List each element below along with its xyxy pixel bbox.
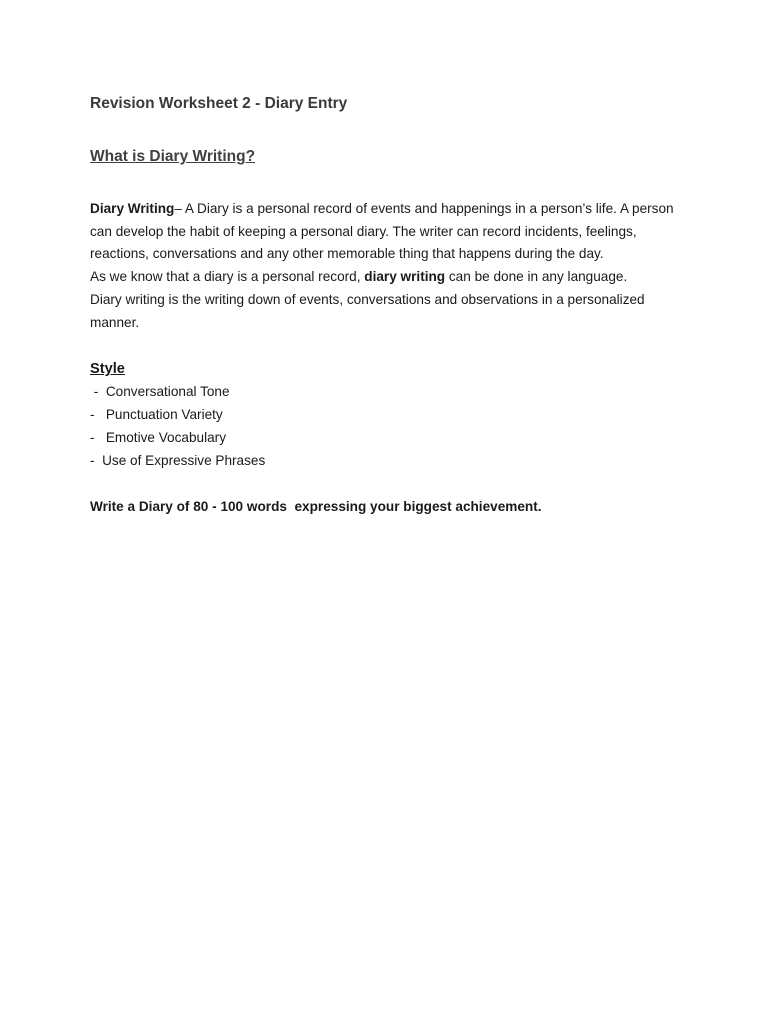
second-paragraph-bold: diary writing [364,269,446,285]
style-item-punctuation-variety: - Punctuation Variety [90,407,223,423]
writing-task: Write a Diary of 80 - 100 words expressing your biggest achievement. [90,498,542,514]
section-subtitle: What is Diary Writing? [90,148,256,165]
style-item-expressive-phrases: - Use of Expressive Phrases [90,452,266,468]
intro-definition: – A Diary is a personal record of events and happenings in a person’s life. A person can develop the habit of keeping a personal diary. The writer can record incidents, feelings, reactions, conversations and any other memorable thing that happens during the day. [90,201,674,262]
second-paragraph [90,266,680,289]
style-item-conversational-tone: - Conversational Tone [90,384,230,400]
intro-term: Diary Writing [90,201,175,216]
worksheet-page [90,92,680,519]
style-item-emotive-vocabulary: - Emotive Vocabulary [90,430,226,446]
style-list [90,381,680,473]
intro-paragraph [90,198,680,266]
worksheet-title: Revision Worksheet 2 - Diary Entry [90,95,348,112]
second-paragraph-after: can be done in any language. [445,269,628,285]
style-heading: Style [90,361,125,378]
second-paragraph-before: As we know that a diary is a personal record, [90,269,365,285]
third-paragraph: Diary writing is the writing down of events, conversations and observations in a personalized manner. [90,291,645,330]
